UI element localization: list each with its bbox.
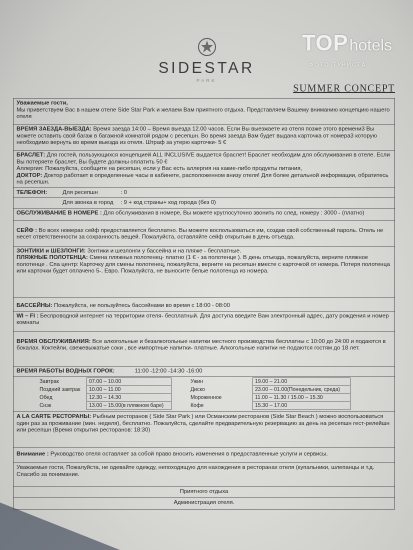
- meal-time: 23.00 – 01.00(Понедельник, среда): [253, 386, 351, 395]
- umbrellas-label: ЗОНТИКИ и ШЕЗЛОНГИ:: [16, 247, 86, 254]
- meal-name: Диско: [190, 386, 205, 393]
- bracelet-paragraph: [17, 152, 392, 166]
- meal-time: 07.00 – 10.00: [87, 378, 172, 387]
- city-call-label: Для звонка в город: [62, 199, 114, 206]
- room-service-label: ОБСЛУЖИВАНИЕ В НОМЕРЕ :: [16, 209, 102, 216]
- safe-section: [14, 220, 395, 246]
- bracelet-label: БРАСЛЕТ:: [16, 152, 46, 158]
- attention-text: Руководство отеля оставляет за собой право вносить изменения в предоставленные услуги и сервисы.: [50, 451, 328, 457]
- reception-phone-value: : 0: [120, 189, 127, 196]
- bracelet-text: Для гостей, пользующихся концепцией ALL INCLUSIVE выдается браслет! Браслет необходим для обслуживания в отеле. Если Вы потеряете браслет, Вы будете должны оплатить 50 €: [16, 152, 390, 165]
- meal-time: 12.30 – 14.30: [87, 394, 172, 403]
- meal-time: 11.00 – 11.30 / 15.00 – 15.30: [253, 394, 351, 403]
- meal-name: Мороженное: [190, 394, 222, 401]
- dress-code-text: Уважаемые гости, Пожалуйста, не одевайте одежду, непоходящую для нахождения в ресторанах отеля (купальники, шлепанцы и т.д. Спасибо за понимание.: [16, 464, 375, 478]
- meal-name: Завтрак: [39, 378, 59, 385]
- concept-table: [13, 98, 395, 510]
- attention-section: [14, 448, 395, 463]
- phone-section: [14, 188, 395, 198]
- service-hours-text: Все алкогольные и безалкогольные напитки местного производства бесплатны с 10:00 до 24:00 и подаются в бокалах. Коктейли, свежевыжатые соки , все импортные напитки- платные. Алкогольные напитки не подаются гостям до 18 лет.: [16, 338, 386, 351]
- umbrellas-paragraph: [17, 248, 392, 255]
- wifi-section: [14, 311, 395, 331]
- meal-time: 19.00 – 21.00: [253, 378, 351, 387]
- umbrellas-text: Зонтики и шезлонги у бассейна и на пляже - бесплатные.: [87, 247, 242, 254]
- meal-time: 15.30 – 17.00: [253, 402, 351, 411]
- hotel-logo-subtitle: PARK: [196, 78, 217, 83]
- meal-time: 10.00 – 11.00: [87, 386, 172, 395]
- checkin-label: ВРЕМЯ ЗАЕЗДА-ВЫЕЗДА:: [16, 126, 92, 132]
- watermark-brand-top: TOP: [302, 31, 349, 56]
- safe-text: Во всех номерах сейф предоставляется бесплатно. Вы можете воспользоваться им, создав свой собственный пароль. Отель не несет ответственности за сохранность вещей. Пожалуйста, оставляйте сейф открытым в день отъезда.: [16, 227, 384, 240]
- sidestar-emblem-icon: [197, 37, 217, 57]
- water-slides-time: 11:00 -12:00 -14:30 -16:00: [134, 367, 203, 374]
- safe-label: СЕЙФ :: [16, 227, 38, 234]
- tophotels-watermark: [302, 31, 407, 68]
- meal-name: Поздний завтрак: [39, 386, 81, 393]
- service-hours-label: ВРЕМЯ ОБСЛУЖИВАНИЯ:: [16, 338, 91, 345]
- allergy-paragraph: [17, 166, 392, 173]
- pools-label: БАССЕЙНЫ:: [16, 302, 53, 309]
- greeting-title: Уважаемые гости,: [16, 100, 68, 106]
- watermark-brand-rest: hotels: [349, 36, 393, 54]
- water-slides-label: ВРЕМЯ РАБОТЫ ВОДНЫХ ГОРОК:: [16, 367, 115, 374]
- closing-wish: Приятного отдыха: [14, 487, 395, 498]
- checkin-text: Время заезда 14:00 – Время выезда 12.00 часов. Если Вы выезжаете из отеля позже этого времени3 Вы можете оставить свой багаж в багажной комнатой рядом с ресепшн. Во время заезда Вам будет выдана карточка от номера3 которую необходимо вернуть во время выезда из отеля. Штраф за утерю карточки- 5 €: [16, 126, 377, 146]
- wifi-label: WI – FI :: [16, 312, 39, 319]
- greeting-text: Мы приветствуем Вас в нашем отеле Side Star Park и желаем Вам приятного отдыха. Представляем Вашему вниманию концепцию нашего отеля: [16, 106, 390, 120]
- meal-grid: [14, 378, 395, 410]
- dress-code-section: [14, 463, 395, 487]
- alacarte-label: A LA CARTE РЕСТОРАНЫ:: [16, 413, 92, 420]
- doctor-label: ДОКТОР:: [16, 172, 43, 179]
- towels-text: Смена пляжных полотенец- платно (1 € - за полотенце ). В день отъезда, пожалуйста, верните пляжное полотенце . Спа центр: Карточку для смены полотенец, пожалуйста, верните на ресепшн вместе с карточкой от номера. Потеря полотенца или карточки будет оплачено 5-. Евро. Пожалуйста, не выносите белые полотенца из номера.: [16, 254, 390, 274]
- doctor-text: Доктор работает в определенные часы в кабинете, расположенном внизу отеля! Для более детальной информации, обратитесь на ресепшн.: [16, 172, 389, 185]
- meal-name: Кофе: [190, 402, 204, 409]
- meal-time: 13.00 – 15.00(в пляжном баре): [87, 402, 172, 411]
- watermark-brand: [302, 31, 407, 61]
- watermark-tagline: ФОТО ТУРИСТА: [309, 62, 367, 68]
- closing-signature: Администрация отеля.: [173, 499, 235, 506]
- city-call-value: : 9 + код страны+ код города (без 0): [120, 199, 216, 206]
- checkin-section: [14, 125, 395, 151]
- bracelet-section: [14, 151, 395, 188]
- room-service-section: [14, 208, 395, 220]
- service-hours-section: [14, 331, 395, 366]
- meal-schedule: [14, 377, 395, 413]
- greeting-section: [14, 99, 395, 125]
- meal-name: Снэк: [39, 402, 52, 409]
- pools-section: [14, 297, 395, 311]
- alacarte-section: [14, 412, 395, 448]
- allergy-label: Аллергия:: [16, 165, 44, 172]
- meal-name: Ужин: [190, 378, 204, 385]
- doctor-paragraph: [17, 172, 392, 186]
- attention-label: Внимание :: [16, 451, 49, 457]
- alacarte-text: Рыбным ресторанов ( Side Star Park ) или Османским ресторанов (Side Star Beach ) можно воспользоваться один раз за проживание (мин. неделя), бесплатно. Пожалуйста, сделайте предварительную резервацию за день на ресепшн гест-релейшн или ресепшн (Время открытия ресторанов: 18:30): [16, 413, 390, 433]
- towels-label: ПЛЯЖНЫЕ ПОЛОТЕНЦА:: [16, 254, 88, 261]
- pools-text: Пожалуйста, не пользуйтесь бассейнами во время с 18:00 - 08:00: [54, 302, 230, 309]
- hotel-logo: SIDESTAR: [158, 59, 255, 77]
- beach-section: [14, 246, 395, 297]
- allergy-text: Пожалуйста, сообщите на ресепшн, если у Вас есть аллергия на какие-либо продукты питания,: [45, 165, 303, 172]
- room-service-text: Для обслуживания в номере, Вы можете круглосуточно звонить по след. номеру : 3000 - (платно): [103, 209, 365, 216]
- water-slides-section: [14, 366, 395, 376]
- phone-label: ТЕЛЕФОН:: [16, 189, 48, 196]
- meal-name: Обед: [39, 394, 53, 401]
- concept-title: SUMMER CONCEPT: [293, 83, 395, 94]
- city-call-section: [14, 198, 395, 208]
- wifi-text: Беспроводной интернет на территории отеля- бесплатный. Для доступа введите Вам электронный адрес, дату рождения и номер комнаты: [16, 312, 389, 326]
- towels-paragraph: [17, 255, 392, 275]
- reception-phone-label: Для ресепшн: [62, 189, 98, 196]
